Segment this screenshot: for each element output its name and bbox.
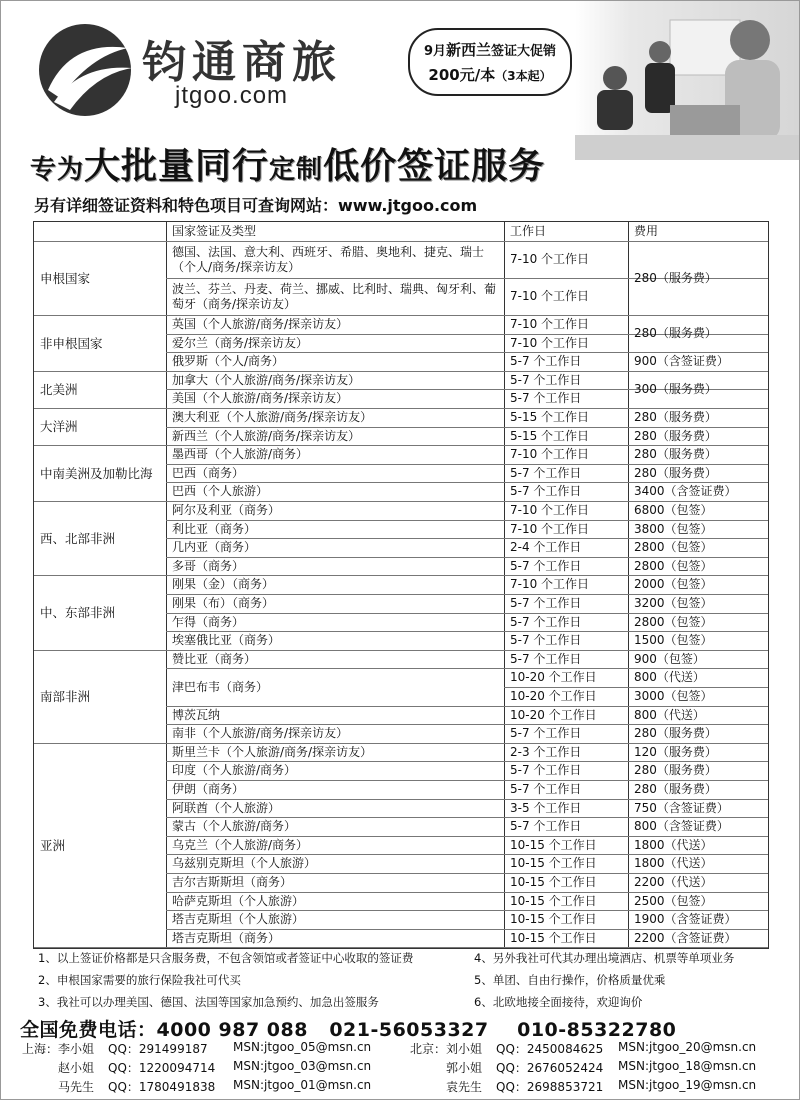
- country-cell: 几内亚（商务）: [172, 540, 257, 554]
- city-label-beijing: 北京：: [410, 1042, 447, 1056]
- hotline-phone: 021-56053327: [329, 1019, 489, 1041]
- fee-cell: 900（含签证费）: [634, 354, 729, 368]
- workday-cell: 2-3 个工作日: [510, 744, 582, 759]
- workday-cell: 5-7 个工作日: [510, 465, 582, 480]
- workday-cell: 7-10 个工作日: [510, 503, 590, 517]
- workday-cell: 10-15 个工作日: [510, 930, 597, 945]
- country-cell: 伊朗（商务）: [172, 782, 245, 796]
- workday-cell: 7-10 个工作日: [510, 289, 590, 303]
- workday-cell: 7-10 个工作日: [510, 577, 590, 591]
- country-cell: 印度（个人旅游/商务）: [172, 763, 297, 777]
- country-cell: 塔吉克斯坦（商务）: [172, 930, 281, 945]
- country-cell: 斯里兰卡（个人旅游/商务/探亲访友）: [172, 744, 373, 759]
- contact-msn: MSN:jtgoo_19@msn.cn: [618, 1078, 757, 1092]
- column-divider: [504, 222, 505, 948]
- country-cell: 俄罗斯（个人/商务）: [172, 354, 285, 368]
- contact-name: 马先生: [58, 1080, 95, 1094]
- fee-cell: 750（含签证费）: [634, 800, 729, 815]
- region-cell: 亚洲: [40, 837, 66, 853]
- fee-cell: 280（服务费）: [634, 326, 717, 340]
- note-item: 3、我社可以办理美国、德国、法国等国家加急预约、加急出签服务: [38, 995, 379, 1009]
- fee-cell: 280（服务费）: [634, 726, 717, 740]
- workday-cell: 5-7 个工作日: [510, 391, 582, 405]
- fee-cell: 280（服务费）: [634, 270, 717, 285]
- workday-cell: 5-7 个工作日: [510, 651, 582, 666]
- promo-label: 签证大促销: [491, 44, 557, 59]
- workday-cell: 10-15 个工作日: [510, 912, 597, 926]
- workday-cell: 7-10 个工作日: [510, 521, 590, 536]
- visa-price-table: [33, 221, 769, 949]
- workday-cell: 5-7 个工作日: [510, 819, 582, 833]
- country-cell: 乍得（商务）: [172, 614, 245, 629]
- country-cell: 美国（个人旅游/商务/探亲访友）: [172, 391, 349, 405]
- workday-cell: 7-10 个工作日: [510, 317, 590, 331]
- workday-cell: 5-7 个工作日: [510, 633, 582, 647]
- fee-cell: 2500（包签）: [634, 893, 713, 908]
- office-scene-icon: [575, 0, 800, 160]
- table-header-cell: 国家签证及类型: [172, 224, 257, 238]
- fee-cell: 1500（包签）: [634, 633, 713, 647]
- business-people-photo: [575, 0, 800, 160]
- workday-cell: 10-15 个工作日: [510, 893, 597, 908]
- workday-cell: 5-7 个工作日: [510, 372, 582, 387]
- hotline-phone: 4000 987 088: [156, 1019, 308, 1041]
- fee-cell: 2200（代送）: [634, 875, 713, 889]
- fee-cell: 280（服务费）: [634, 763, 717, 777]
- region-cell: 南部非洲: [40, 689, 91, 704]
- workday-cell: 5-7 个工作日: [510, 596, 582, 610]
- workday-cell: 7-10 个工作日: [510, 252, 590, 266]
- country-cell: 利比亚（商务）: [172, 521, 257, 536]
- fee-cell: 2000（包签）: [634, 577, 713, 591]
- swoosh-logo-icon: [30, 20, 140, 120]
- country-cell: 刚果（布）（商务）: [172, 596, 275, 610]
- country-cell: 哈萨克斯坦（个人旅游）: [172, 893, 305, 908]
- promo-month: 9月: [423, 44, 446, 59]
- country-cell: 乌克兰（个人旅游/商务）: [172, 837, 309, 852]
- headline-part: 签证服务: [397, 146, 546, 187]
- country-cell: 塔吉克斯坦（个人旅游）: [172, 912, 305, 926]
- contact-msn: MSN:jtgoo_18@msn.cn: [618, 1059, 757, 1073]
- fee-cell: 1800（代送）: [634, 856, 713, 870]
- fee-cell: 3200（包签）: [634, 596, 713, 610]
- promo-price: [410, 64, 570, 85]
- fee-cell: 3400（含签证费）: [634, 484, 737, 498]
- fee-cell: 280（服务费）: [634, 447, 717, 461]
- poster-header: [0, 0, 800, 215]
- workday-cell: 7-10 个工作日: [510, 447, 590, 461]
- promo-title: [410, 39, 570, 60]
- workday-cell: 5-7 个工作日: [510, 726, 582, 740]
- contact-msn: MSN:jtgoo_05@msn.cn: [233, 1040, 372, 1054]
- fee-cell: 1900（含签证费）: [634, 912, 737, 926]
- headline-part: 定制: [269, 155, 324, 185]
- workday-cell: 5-15 个工作日: [510, 428, 590, 443]
- fee-cell: 3800（包签）: [634, 521, 713, 536]
- country-cell: 蒙古（个人旅游/商务）: [172, 819, 297, 833]
- workday-cell: 5-7 个工作日: [510, 782, 582, 796]
- headline-part: 大批量: [84, 146, 196, 187]
- country-cell: 爱尔兰（商务/探亲访友）: [172, 335, 309, 350]
- fee-cell: 1800（代送）: [634, 837, 713, 852]
- workday-cell: 7-10 个工作日: [510, 335, 590, 350]
- fee-cell: 800（代送）: [634, 670, 705, 684]
- website-subline: 另有详细签证资料和特色项目可查询网站：www.jtgoo.com: [34, 196, 478, 215]
- fee-cell: 280（服务费）: [634, 410, 717, 424]
- city-label-shanghai: 上海：: [22, 1042, 59, 1056]
- workday-cell: 10-20 个工作日: [510, 670, 597, 684]
- contact-msn: MSN:jtgoo_20@msn.cn: [618, 1040, 757, 1054]
- contact-qq: QQ：2676052424: [496, 1061, 604, 1075]
- country-cell: 巴西（商务）: [172, 465, 245, 480]
- country-cell: 加拿大（个人旅游/商务/探亲访友）: [172, 372, 361, 387]
- note-item: 1、以上签证价格都是只含服务费，不包含领馆或者签证中心收取的签证费: [38, 951, 414, 965]
- headline-part: 同行: [195, 146, 270, 187]
- column-divider: [628, 222, 629, 948]
- country-cell: 南非（个人旅游/商务/探亲访友）: [172, 726, 349, 740]
- workday-cell: 10-20 个工作日: [510, 689, 597, 703]
- note-item: 6、北欧地接全面接待，欢迎询价: [474, 995, 643, 1009]
- fee-cell: 280（服务费）: [634, 428, 717, 443]
- column-divider: [166, 222, 167, 948]
- fee-cell: 2800（包签）: [634, 558, 713, 573]
- brand-name: 钧通商旅: [142, 37, 342, 88]
- workday-cell: 10-20 个工作日: [510, 707, 597, 722]
- workday-cell: 5-7 个工作日: [510, 484, 582, 498]
- contact-qq: QQ：1780491838: [108, 1080, 216, 1094]
- hotline-phone: 010-85322780: [517, 1019, 677, 1041]
- fee-cell: 2200（含签证费）: [634, 930, 737, 945]
- fee-cell: 2800（包签）: [634, 540, 713, 554]
- contact-qq: QQ：2450084625: [496, 1042, 604, 1056]
- region-cell: 中、东部非洲: [40, 605, 116, 620]
- hotline: [20, 1015, 676, 1042]
- fee-cell: 900（包签）: [634, 651, 705, 666]
- workday-cell: 5-7 个工作日: [510, 354, 582, 368]
- contact-name: 李小姐: [58, 1042, 95, 1056]
- promo-price-value: 200元/本: [428, 66, 496, 84]
- region-cell: 中南美洲及加勒比海: [40, 465, 153, 481]
- note-item: 2、申根国家需要的旅行保险我社可代买: [38, 973, 241, 987]
- fee-cell: 300（服务费）: [634, 382, 717, 396]
- workday-cell: 10-15 个工作日: [510, 837, 597, 852]
- workday-cell: 5-7 个工作日: [510, 763, 582, 777]
- country-cell: 阿尔及利亚（商务）: [172, 503, 281, 517]
- headline-part: 专为: [30, 155, 85, 185]
- country-cell: 埃塞俄比亚（商务）: [172, 633, 281, 647]
- brand-url: jtgoo.com: [175, 82, 289, 109]
- note-item: 5、单团、自由行操作，价格质量优乘: [474, 973, 666, 987]
- country-cell: 刚果（金）（商务）: [172, 577, 275, 591]
- contact-name: 郭小姐: [446, 1061, 483, 1075]
- country-cell: 英国（个人旅游/商务/探亲访友）: [172, 317, 349, 331]
- country-cell: 巴西（个人旅游）: [172, 484, 269, 498]
- promo-country: 新西兰: [446, 41, 492, 59]
- workday-cell: 5-7 个工作日: [510, 614, 582, 629]
- contact-qq: QQ：1220094714: [108, 1061, 216, 1075]
- region-cell: 非申根国家: [40, 335, 103, 351]
- region-cell: 西、北部非洲: [40, 530, 116, 546]
- country-cell: 吉尔吉斯斯坦（商务）: [172, 875, 293, 889]
- country-cell: 津巴布韦（商务）: [172, 679, 269, 694]
- fee-cell: 800（含签证费）: [634, 819, 729, 833]
- country-cell: 新西兰（个人旅游/商务/探亲访友）: [172, 428, 361, 443]
- contact-name: 赵小姐: [58, 1061, 95, 1075]
- promo-bubble: [408, 28, 572, 96]
- note-item: 4、另外我社可代其办理出境酒店、机票等单项业务: [474, 951, 735, 965]
- region-cell: 申根国家: [40, 270, 91, 286]
- contact-name: 袁先生: [446, 1080, 483, 1094]
- row-divider: [628, 947, 768, 948]
- contact-msn: MSN:jtgoo_03@msn.cn: [233, 1059, 372, 1073]
- region-cell: 大洋洲: [40, 419, 78, 434]
- fee-cell: 3000（包签）: [634, 689, 713, 703]
- workday-cell: 3-5 个工作日: [510, 800, 582, 815]
- fee-cell: 280（服务费）: [634, 465, 717, 480]
- workday-cell: 5-15 个工作日: [510, 410, 590, 424]
- headline-part: 低价: [323, 146, 398, 187]
- hotline-label: 全国免费电话：: [20, 1019, 157, 1041]
- contact-msn: MSN:jtgoo_01@msn.cn: [233, 1078, 372, 1092]
- table-header-cell: 费用: [634, 224, 659, 238]
- country-cell: 德国、法国、意大利、西班牙、希腊、奥地利、捷克、瑞士（个人/商务/探亲访友）: [172, 244, 485, 274]
- country-cell: 乌兹别克斯坦（个人旅游）: [172, 856, 317, 870]
- country-cell: 博茨瓦纳: [172, 707, 221, 722]
- fee-cell: 280（服务费）: [634, 782, 717, 796]
- region-cell: 北美洲: [40, 382, 78, 397]
- contact-name: 刘小姐: [446, 1042, 483, 1056]
- fee-cell: 120（服务费）: [634, 744, 717, 759]
- fee-cell: 6800（包签）: [634, 503, 713, 517]
- country-cell: 墨西哥（个人旅游/商务）: [172, 447, 309, 461]
- country-cell: 澳大利亚（个人旅游/商务/探亲访友）: [172, 410, 373, 424]
- workday-cell: 2-4 个工作日: [510, 540, 582, 554]
- country-cell: 阿联酋（个人旅游）: [172, 800, 281, 815]
- workday-cell: 10-15 个工作日: [510, 875, 597, 889]
- fee-cell: 2800（包签）: [634, 614, 713, 629]
- promo-price-note: （3本起）: [495, 69, 552, 83]
- country-cell: 多哥（商务）: [172, 558, 245, 573]
- contact-qq: QQ：291499187: [108, 1042, 208, 1056]
- headline: [30, 138, 545, 189]
- contact-qq: QQ：2698853721: [496, 1080, 604, 1094]
- workday-cell: 5-7 个工作日: [510, 558, 582, 573]
- country-cell: 赞比亚（商务）: [172, 651, 257, 666]
- table-header-cell: 工作日: [510, 224, 547, 238]
- workday-cell: 10-15 个工作日: [510, 856, 597, 870]
- country-cell: 波兰、芬兰、丹麦、荷兰、挪威、比利时、瑞典、匈牙利、葡萄牙（商务/探亲访友）: [172, 281, 497, 311]
- fee-cell: 800（代送）: [634, 707, 705, 722]
